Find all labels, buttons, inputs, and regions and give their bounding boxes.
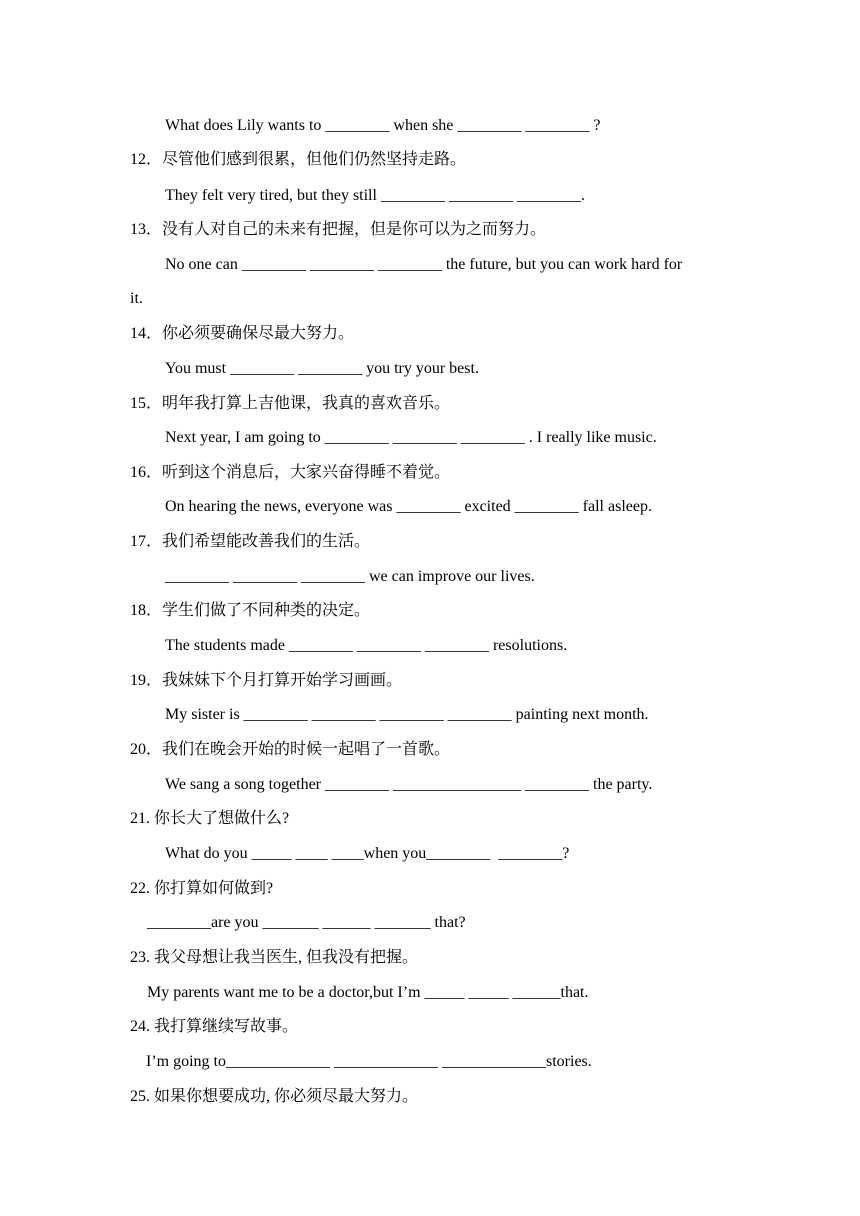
question-20: 20．我们在晚会开始的时候一起唱了一首歌。 xyxy=(130,741,451,758)
answer-line-12: They felt very tired, but they still ________ ________ ________. xyxy=(165,187,585,204)
answer-line-11: What does Lily wants to ________ when she ________ ________ ? xyxy=(165,117,601,134)
answer-line-13-cont: it. xyxy=(130,290,143,307)
question-25: 25. 如果你想要成功, 你必须尽最大努力。 xyxy=(130,1088,419,1105)
answer-line-15: Next year, I am going to ________ ________ ________ . I really like music. xyxy=(165,429,657,446)
answer-line-21: What do you _____ ____ ____when you________ ________? xyxy=(165,845,570,862)
question-13: 13．没有人对自己的未来有把握，但是你可以为之而努力。 xyxy=(130,221,547,238)
question-12: 12．尽管他们感到很累，但他们仍然坚持走路。 xyxy=(130,151,467,168)
answer-line-19: My sister is ________ ________ ________ ________ painting next month. xyxy=(165,706,649,723)
answer-line-23: My parents want me to be a doctor,but I’m _____ _____ ______that. xyxy=(147,984,589,1001)
answer-line-22: ________are you _______ ______ _______ that? xyxy=(147,914,466,931)
question-23: 23. 我父母想让我当医生, 但我没有把握。 xyxy=(130,949,419,966)
answer-line-16: On hearing the news, everyone was ________ excited ________ fall asleep. xyxy=(165,498,652,515)
answer-line-14: You must ________ ________ you try your best. xyxy=(165,360,479,377)
question-14: 14．你必须要确保尽最大努力。 xyxy=(130,325,355,342)
answer-line-13: No one can ________ ________ ________ the future, but you can work hard for xyxy=(165,256,683,273)
question-22: 22. 你打算如何做到? xyxy=(130,880,274,897)
question-18: 18．学生们做了不同种类的决定。 xyxy=(130,602,371,619)
question-19: 19．我妹妹下个月打算开始学习画画。 xyxy=(130,672,403,689)
answer-line-20: We sang a song together ________ ________________ ________ the party. xyxy=(165,776,653,793)
question-21: 21. 你长大了想做什么? xyxy=(130,810,290,827)
answer-line-24: I’m going to_____________ _____________ _____________stories. xyxy=(146,1053,592,1070)
answer-line-17: ________ ________ ________ we can improve our lives. xyxy=(165,568,535,585)
question-15: 15．明年我打算上吉他课，我真的喜欢音乐。 xyxy=(130,395,451,412)
question-24: 24. 我打算继续写故事。 xyxy=(130,1018,299,1035)
question-16: 16．听到这个消息后，大家兴奋得睡不着觉。 xyxy=(130,464,451,481)
question-17: 17．我们希望能改善我们的生活。 xyxy=(130,533,371,550)
answer-line-18: The students made ________ ________ ________ resolutions. xyxy=(165,637,568,654)
